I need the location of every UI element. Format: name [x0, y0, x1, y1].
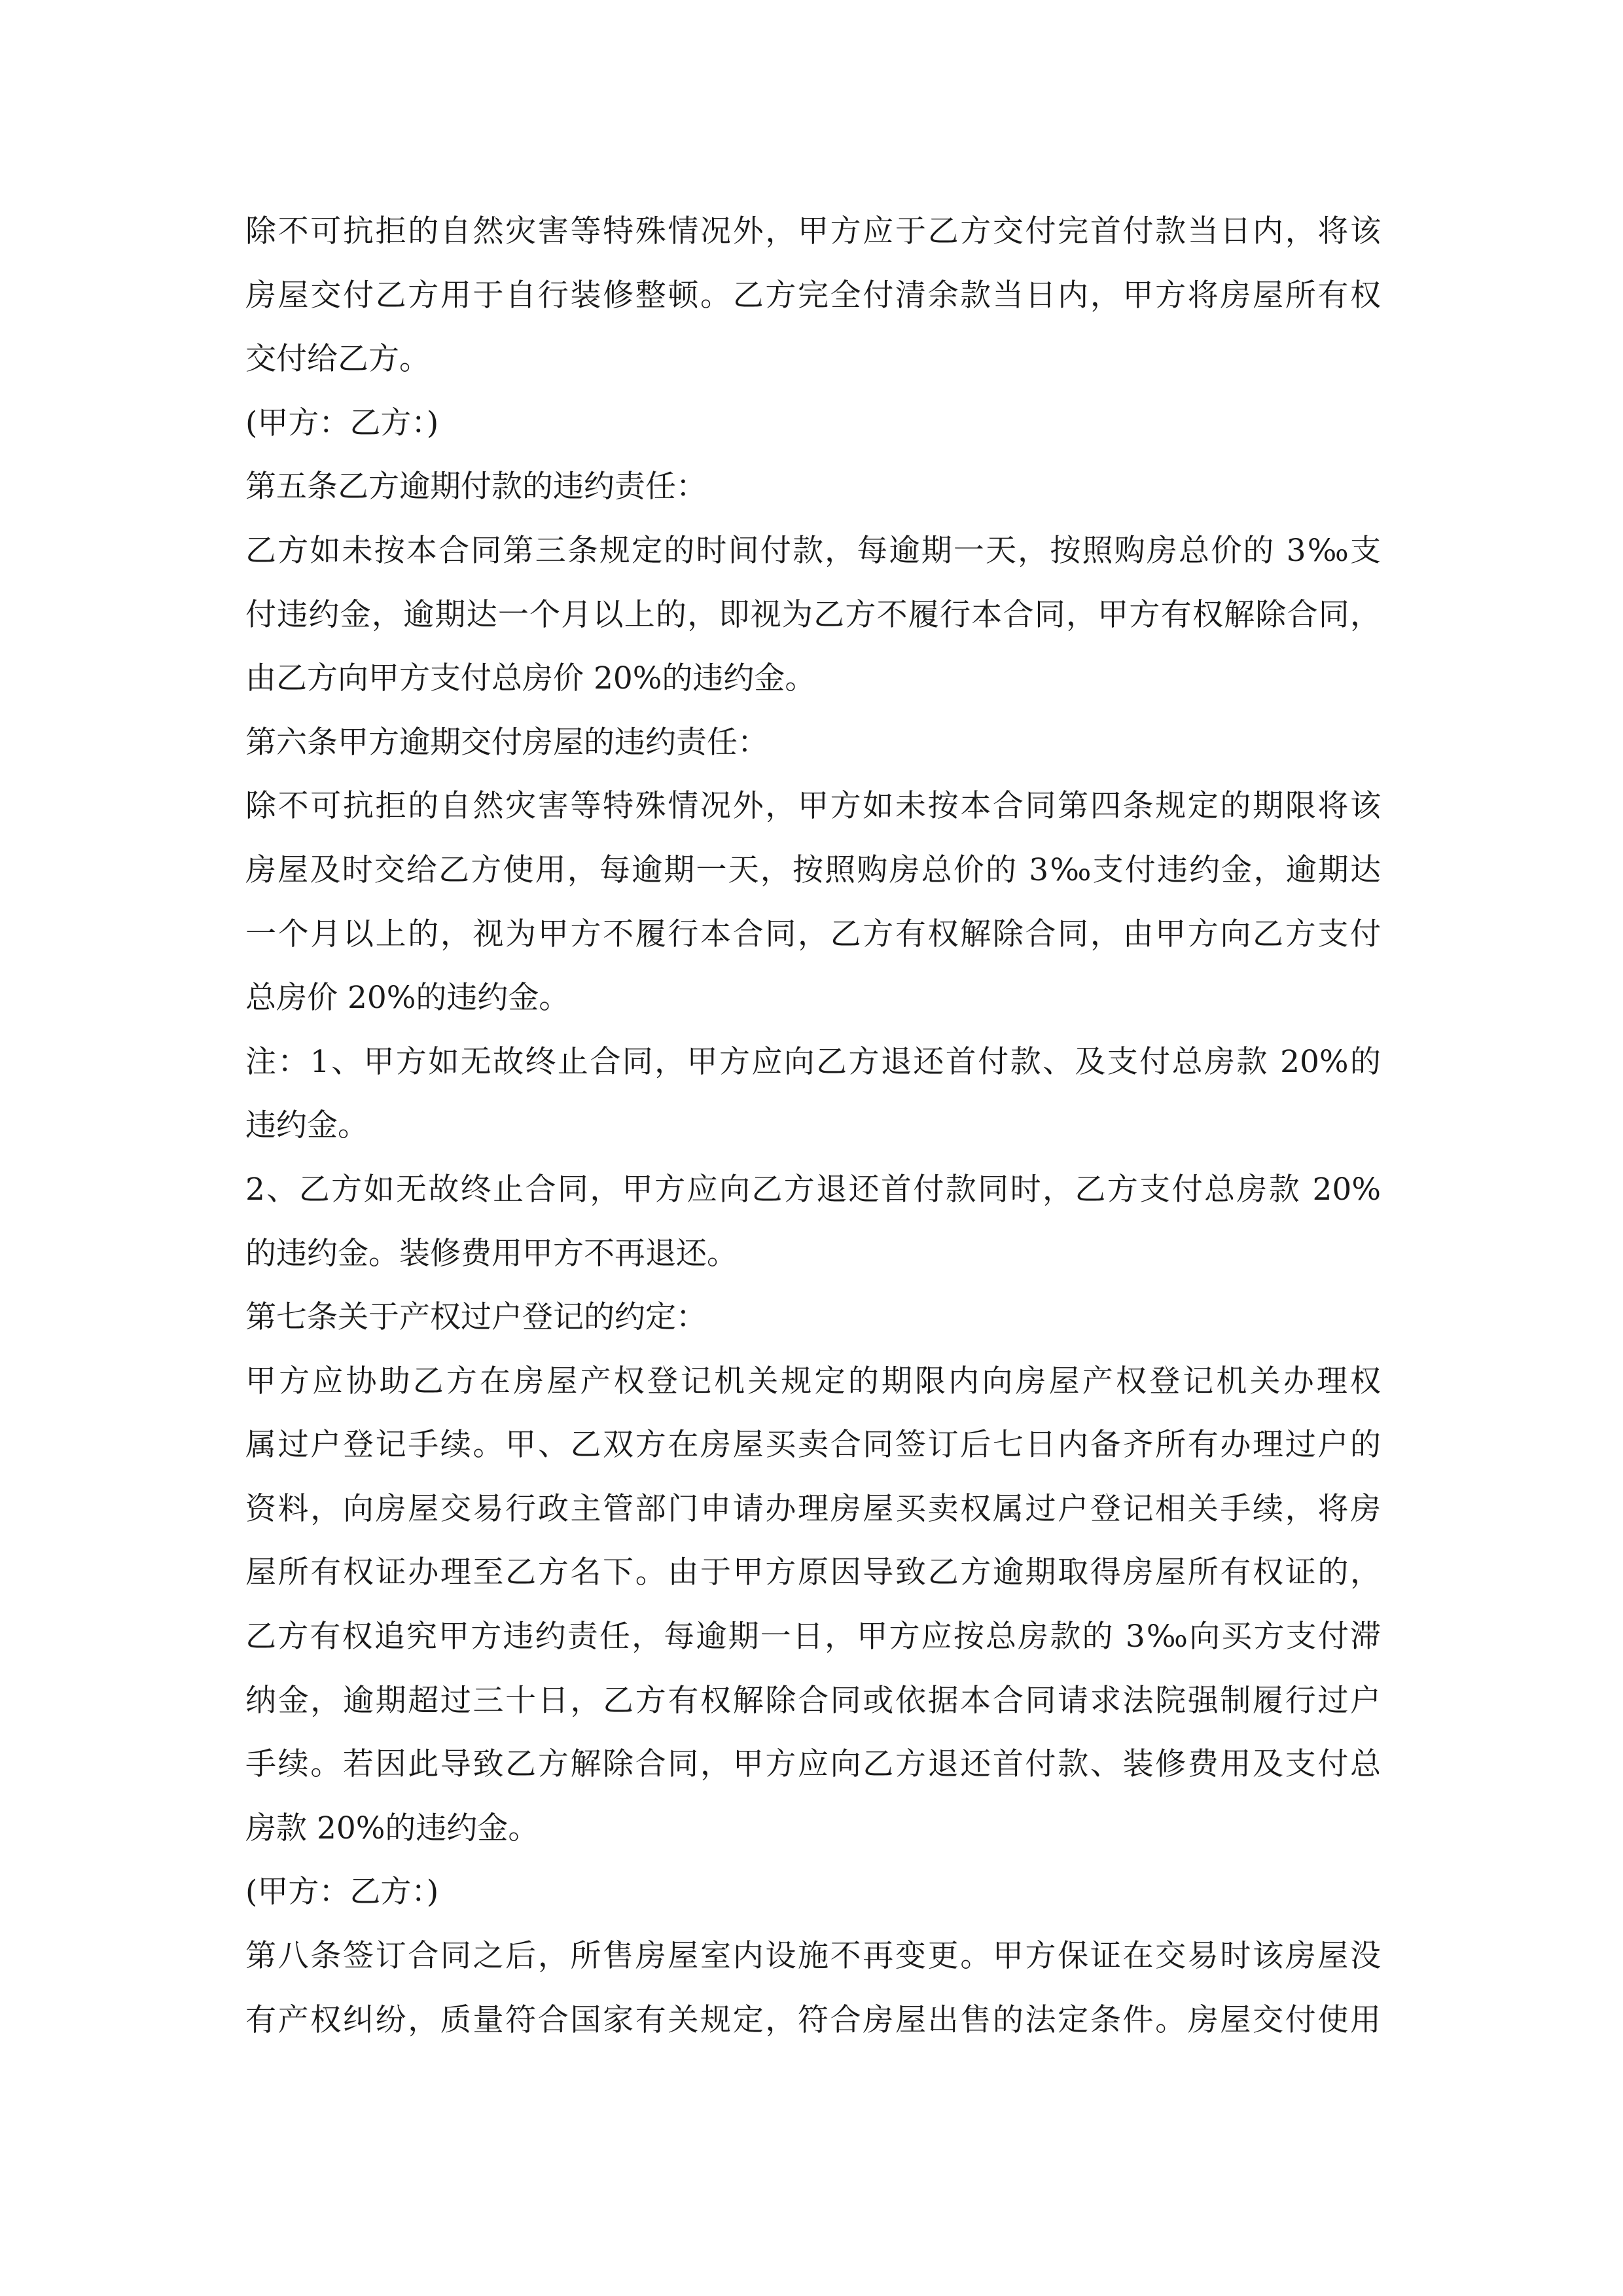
text-line: 一个月以上的，视为甲方不履行本合同，乙方有权解除合同，由甲方向乙方支付 [245, 916, 1381, 952]
text-line: 乙方有权追究甲方违约责任，每逾期一日，甲方应按总房款的 3‰向买方支付滞 [245, 1619, 1381, 1655]
section-heading: 第八条签订合同之后，所售房屋室内设施不再变更。甲方保证在交易时该房屋没 [245, 1938, 1381, 1975]
section-heading: 第六条甲方逾期交付房屋的违约责任： [245, 724, 768, 761]
text-line: 除不可抗拒的自然灾害等特殊情况外，甲方如未按本合同第四条规定的期限将该 [245, 788, 1381, 825]
signature-placeholder: (甲方：乙方：) [245, 404, 439, 441]
signature-placeholder: (甲方：乙方：) [245, 1874, 439, 1910]
text-line: 总房价 20%的违约金。 [245, 980, 570, 1016]
document-body [245, 200, 1381, 2052]
text-line: 房款 20%的违约金。 [245, 1810, 539, 1846]
note-line: 注：1、甲方如无故终止合同，甲方应向乙方退还首付款、及支付总房款 20%的 [245, 1043, 1381, 1080]
text-line: 纳金，逾期超过三十日，乙方有权解除合同或依据本合同请求法院强制履行过户 [245, 1682, 1381, 1719]
text-line: 乙方如未按本合同第三条规定的时间付款，每逾期一天，按照购房总价的 3‰支 [245, 532, 1381, 569]
text-line: 手续。若因此导致乙方解除合同，甲方应向乙方退还首付款、装修费用及支付总 [245, 1746, 1381, 1783]
text-line: 由乙方向甲方支付总房价 20%的违约金。 [245, 660, 816, 697]
text-line: 资料，向房屋交易行政主管部门申请办理房屋买卖权属过户登记相关手续，将房 [245, 1490, 1381, 1527]
text-line: 房屋及时交给乙方使用，每逾期一天，按照购房总价的 3‰支付违约金，逾期达 [245, 852, 1381, 888]
note-line: 违约金。 [245, 1107, 368, 1144]
text-line: 属过户登记手续。甲、乙双方在房屋买卖合同签订后七日内备齐所有办理过户的 [245, 1427, 1381, 1463]
text-line: 付违约金，逾期达一个月以上的，即视为乙方不履行本合同，甲方有权解除合同， [245, 596, 1381, 633]
text-line: 除不可抗拒的自然灾害等特殊情况外，甲方应于乙方交付完首付款当日内，将该 [245, 213, 1381, 249]
text-line: 屋所有权证办理至乙方名下。由于甲方原因导致乙方逾期取得房屋所有权证的， [245, 1554, 1381, 1591]
note-line: 的违约金。装修费用甲方不再退还。 [245, 1235, 738, 1272]
section-heading: 第七条关于产权过户登记的约定： [245, 1299, 707, 1336]
text-line: 交付给乙方。 [245, 341, 430, 378]
text-line: 有产权纠纷，质量符合国家有关规定，符合房屋出售的法定条件。房屋交付使用 [245, 2001, 1381, 2038]
note-line: 2、乙方如无故终止合同，甲方应向乙方退还首付款同时，乙方支付总房款 20% [245, 1171, 1381, 1208]
text-line: 甲方应协助乙方在房屋产权登记机关规定的期限内向房屋产权登记机关办理权 [245, 1363, 1381, 1399]
text-line: 房屋交付乙方用于自行装修整顿。乙方完全付清余款当日内，甲方将房屋所有权 [245, 277, 1381, 314]
section-heading: 第五条乙方逾期付款的违约责任： [245, 469, 707, 505]
